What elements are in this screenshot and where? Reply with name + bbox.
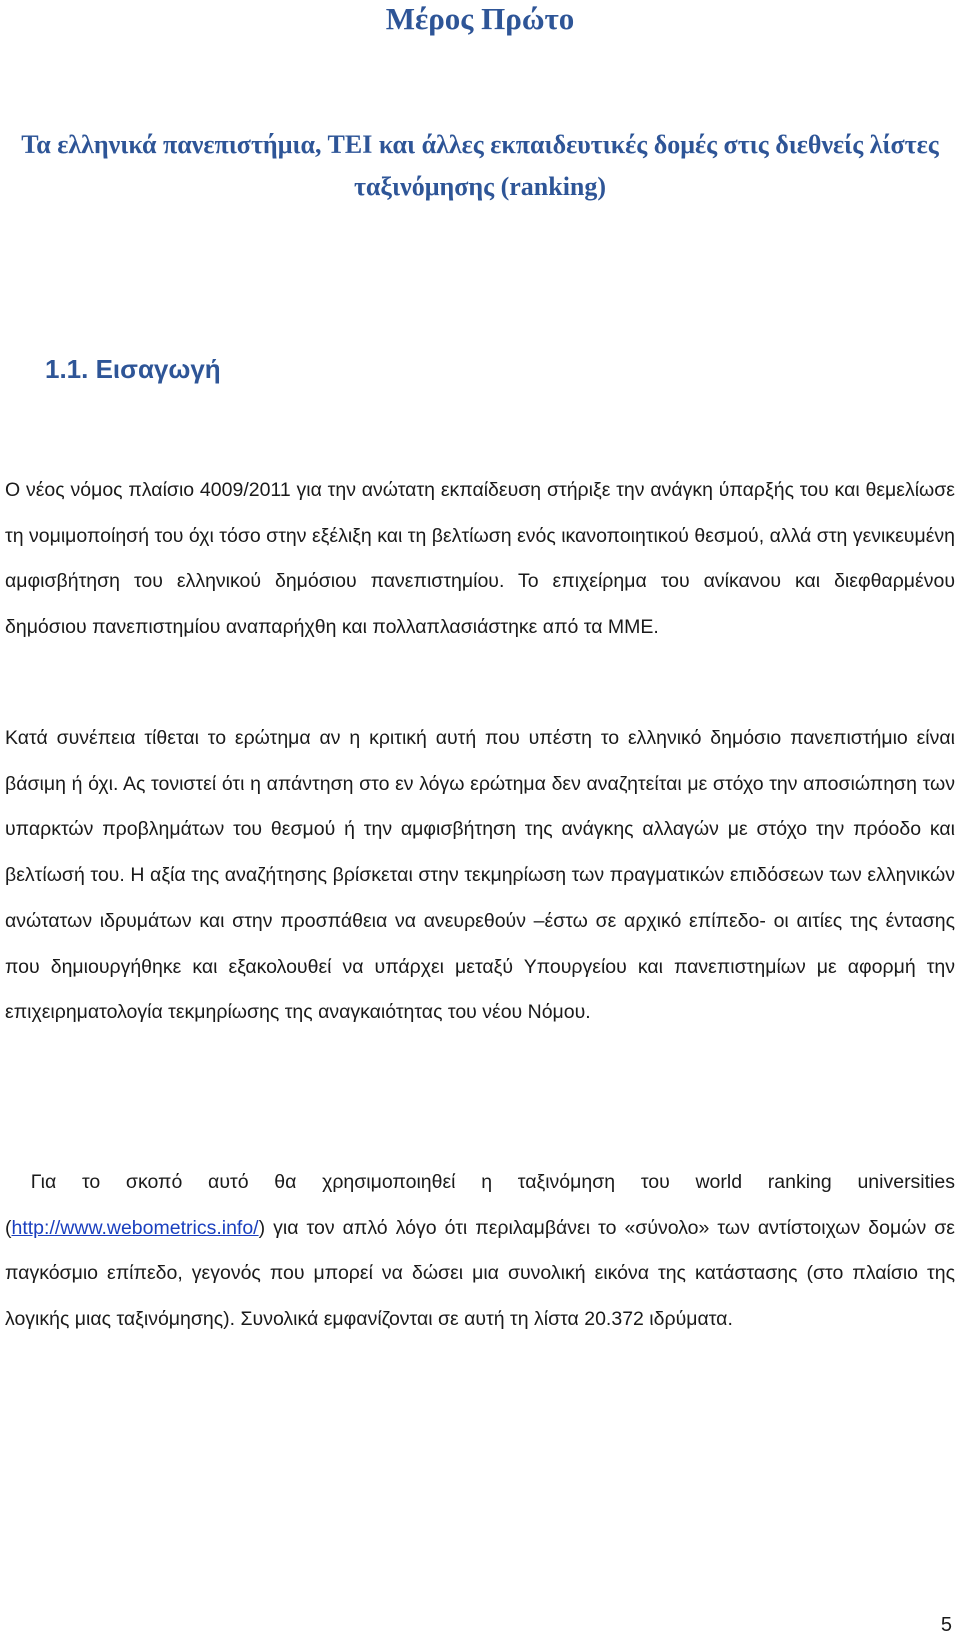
paragraph-ranking <box>5 1160 955 1343</box>
page-number: 5 <box>940 1614 952 1636</box>
part-title: Μέρος Πρώτο <box>385 1 575 36</box>
webometrics-link[interactable]: http://www.webometrics.info/ <box>11 1216 259 1239</box>
paragraph-ranking-text-start: Για το σκοπό αυτό θα χρησιμοποιηθεί η ταξινόμηση του world ranking universities ( <box>5 1171 955 1239</box>
paragraph-question: Κατά συνέπεια τίθεται το ερώτημα αν η κριτική αυτή που υπέστη το ελληνικό δημόσιο πανεπιστήμιο είναι βάσιμη ή όχι. Ας τονιστεί ότι η απάντηση στο εν λόγω ερώτημα δεν αναζητείται με στόχο την αποσιώπηση των υπαρκτών προβλημάτων του θεσμού ή την αμφισβήτηση της ανάγκης αλλαγών με στόχο την πρόοδο και βελτίωσή του. Η αξία της αναζήτησης βρίσκεται στην τεκμηρίωση των πραγματικών επιδόσεων των ελληνικών ανώτατων ιδρυμάτων και στην προσπάθεια να ανευρεθούν –έστω σε αρχικό επίπεδο- οι αιτίες της έντασης που δημιουργήθηκε και εξακολουθεί να υπάρχει μεταξύ Υπουργείου και πανεπιστημίων με αφορμή την επιχειρηματολογία τεκμηρίωσης της αναγκαιότητας του νέου Νόμου. <box>5 727 955 1024</box>
paragraph-ranking-text-end: ) για τον απλό λόγο ότι περιλαμβάνει το «σύνολο» των αντίστοιχων δομών σε παγκόσμιο επίπεδο, γεγονός που μπορεί να δώσει μια συνολική εικόνα της κατάστασης (στο πλαίσιο της λογικής μιας ταξινόμησης). Συνολικά εμφανίζονται σε αυτή τη λίστα 20.372 ιδρύματα. <box>5 1216 955 1331</box>
chapter-title: Τα ελληνικά πανεπιστήμια, ΤΕΙ και άλλες εκπαιδευτικές δομές στις διεθνείς λίστες ταξινόμησης (ranking) <box>21 130 939 201</box>
section-title: 1.1. Εισαγωγή <box>45 354 221 384</box>
paragraph-intro: Ο νέος νόμος πλαίσιο 4009/2011 για την ανώτατη εκπαίδευση στήριξε την ανάγκη ύπαρξής του και θεμελίωσε τη νομιμοποίησή του όχι τόσο στην εξέλιξη και τη βελτίωση ενός ικανοποιητικού θεσμού, αλλά στη γενικευμένη αμφισβήτηση του ελληνικού δημόσιου πανεπιστημίου. Το επιχείρημα του ανίκανου και διεφθαρμένου δημόσιου πανεπιστημίου αναπαρήχθη και πολλαπλασιάστηκε από τα ΜΜΕ. <box>5 479 955 639</box>
